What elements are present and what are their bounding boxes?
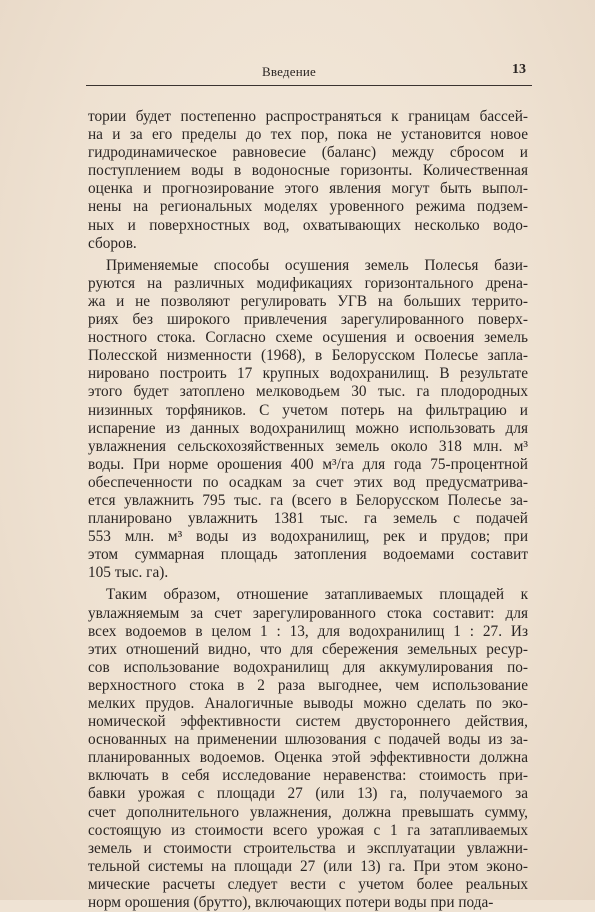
text-line: нировано построить 17 крупных водохранилищ. В результате: [88, 365, 528, 383]
text-line: 105 тыс. га).: [88, 564, 169, 582]
text-line: норм орошения (брутто), включающих потери воды при пода-: [88, 894, 494, 912]
text-line: увлажняемым за счет зарегулированного стока составит: для: [88, 604, 528, 622]
text-line: верхностного стока в 2 раза выгоднее, чем использование: [88, 676, 528, 694]
text-line: 553 млн. м³ воды из водохранилищ, рек и прудов; при: [88, 528, 528, 546]
text-line: поступлением воды в водоносные горизонты. Количественная: [88, 162, 528, 180]
text-line: ных и поверхностных вод, охватывающих несколько водо-: [88, 216, 528, 234]
text-line: Применяемые способы осушения земель Полесья бази-: [106, 256, 528, 274]
text-line: Полесской низменности (1968), в Белорусском Полесье запла-: [88, 347, 528, 365]
text-line: тельной системы на площади 27 (или 13) га. При этом эконо-: [88, 857, 528, 875]
text-line: бавки урожая с площади 27 (или 13) га, получаемого за: [88, 785, 528, 803]
text-line: ностного стока. Согласно схеме осушения и освоения земель: [88, 329, 528, 347]
text-line: этом суммарная площадь затопления водоемами составит: [88, 546, 528, 564]
text-line: воды. При норме орошения 400 м³/га для года 75-процентной: [88, 455, 528, 473]
text-line: земель и стоимости строительства и эксплуатации увлажни-: [88, 839, 528, 857]
text-line: увлажнения сельскохозяйственных земель около 318 млн. м³: [88, 437, 528, 455]
text-line: состоящую из стоимости всего урожая с 1 га затапливаемых: [88, 821, 528, 839]
paragraph: [88, 586, 528, 912]
text-line: низинных торфяников. С учетом потерь на фильтрацию и: [88, 401, 528, 419]
text-line: планированных водоемов. Оценка этой эффективности должна: [88, 749, 528, 767]
text-line: основанных на применении шлюзования с подачей воды из за-: [88, 731, 528, 749]
text-line: испарение из данных водохранилищ можно использовать для: [88, 419, 528, 437]
text-line: этого будет затоплено мелководьем 30 тыс. га плодородных: [88, 383, 528, 401]
running-head: Введение: [262, 64, 316, 79]
text-line: обеспеченности по осадкам за счет этих вод предусматрива-: [88, 473, 528, 491]
text-line: планировано увлажнить 1381 тыс. га земель с подачей: [88, 510, 528, 528]
text-line: на и за его пределы до тех пор, пока не установится новое: [88, 126, 528, 144]
text-line: мелких прудов. Аналогичные выводы можно сделать по эко-: [88, 695, 528, 712]
text-line: сов использование водохранилищ для аккумулирования по-: [88, 658, 528, 676]
paragraph: [88, 108, 528, 253]
text-line: счет дополнительного увлажнения, должна превышать сумму,: [88, 803, 528, 821]
text-line: всех водоемов в целом 1 : 13, для водохранилищ 1 : 27. Из: [88, 622, 528, 640]
text-line: руются на различных модификациях горизонтального дрена-: [88, 274, 528, 292]
text-line: риях без широкого привлечения зарегулированного поверх-: [88, 311, 528, 329]
paragraph: [88, 257, 528, 583]
text-line: тории будет постепенно распространяться к границам бассей-: [88, 108, 528, 125]
text-line: жа и не позволяют регулировать УГВ на больших террито-: [88, 292, 528, 310]
text-line: мические расчеты следует вести с учетом более реальных: [88, 875, 528, 893]
body-text: [88, 108, 528, 912]
text-line: оценка и прогнозирование этого явления могут быть выпол-: [88, 180, 528, 198]
page-number: 13: [512, 62, 526, 77]
text-line: ется увлажнить 795 тыс. га (всего в Белорусском Полесье за-: [88, 491, 528, 509]
text-line: сборов.: [88, 234, 137, 252]
header-rule: [86, 85, 532, 86]
text-line: этих отношений видно, что для сбережения земельных ресур-: [88, 640, 528, 658]
text-line: номической эффективности систем двустороннего действия,: [88, 713, 528, 731]
text-line: гидродинамическое равновесие (баланс) между сбросом и: [88, 144, 528, 162]
page-header: [86, 62, 532, 86]
text-line: включать в себя исследование неравенства: стоимость при-: [88, 767, 528, 785]
text-line: нены на региональных моделях уровенного режима подзем-: [88, 198, 528, 216]
text-line: Таким образом, отношение затапливаемых площадей к: [106, 586, 528, 604]
